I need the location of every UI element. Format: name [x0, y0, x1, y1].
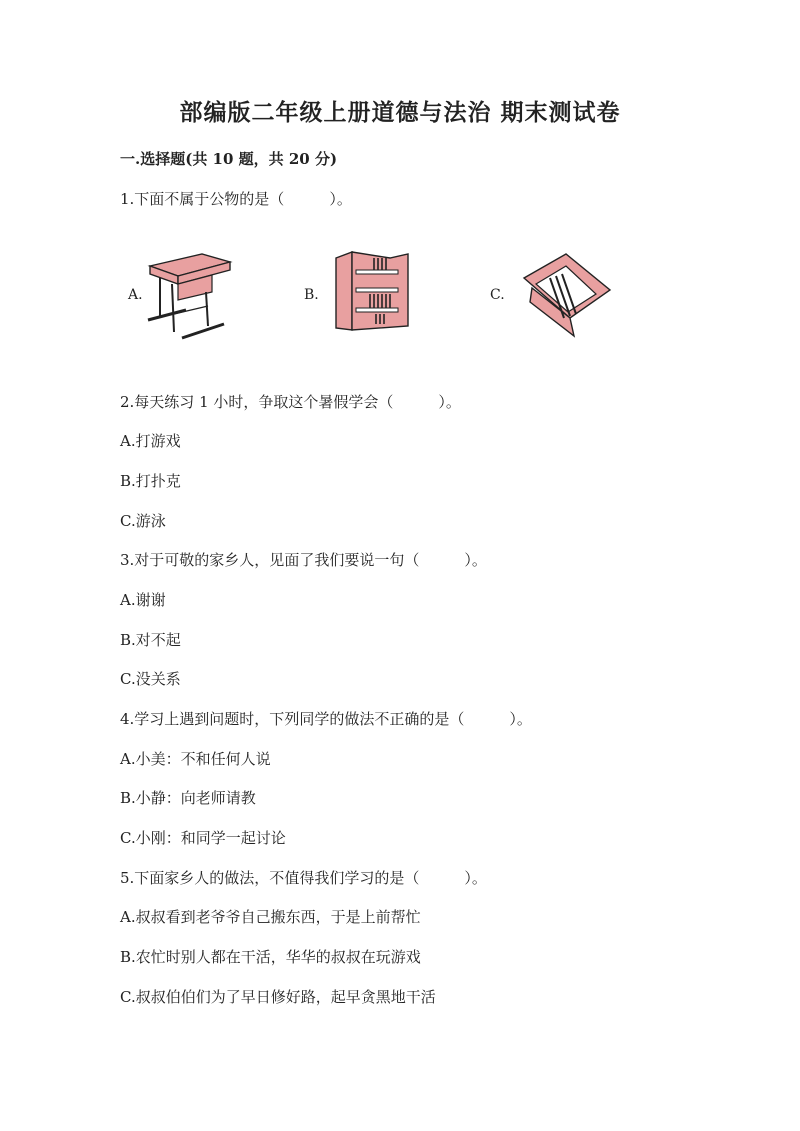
question-2-option-c: C.游泳 — [120, 512, 166, 530]
school-desk-icon — [142, 244, 234, 344]
option-b-label: B. — [304, 287, 319, 303]
question-4-option-a: A.小美：不和任何人说 — [120, 750, 271, 768]
question-5-option-c: C.叔叔伯伯们为了早日修好路，起早贪黑地干活 — [120, 988, 436, 1006]
section-heading: 一.选择题(共 10 题，共 20 分) — [120, 150, 338, 168]
option-a-label: A. — [128, 287, 143, 303]
question-3-option-b: B.对不起 — [120, 631, 181, 649]
question-5-option-b: B.农忙时别人都在干活，华华的叔叔在玩游戏 — [120, 948, 421, 966]
question-1: 1.下面不属于公物的是（ ）。 — [120, 190, 352, 208]
pencil-case-icon — [520, 248, 614, 342]
page-title: 部编版二年级上册道德与法治 期末测试卷 — [179, 99, 621, 126]
question-4-option-c: C.小刚：和同学一起讨论 — [120, 829, 286, 847]
option-c-label: C. — [490, 287, 505, 303]
question-2: 2.每天练习 1 小时，争取这个暑假学会（ ）。 — [120, 393, 461, 411]
question-2-option-a: A.打游戏 — [120, 432, 181, 450]
question-3-option-c: C.没关系 — [120, 670, 181, 688]
question-5: 5.下面家乡人的做法，不值得我们学习的是（ ）。 — [120, 869, 487, 887]
bookshelf-icon — [330, 248, 420, 334]
question-3: 3.对于可敬的家乡人，见面了我们要说一句（ ）。 — [120, 551, 487, 569]
question-4: 4.学习上遇到问题时，下列同学的做法不正确的是（ ）。 — [120, 710, 532, 728]
question-3-option-a: A.谢谢 — [120, 591, 166, 609]
question-5-option-a: A.叔叔看到老爷爷自己搬东西，于是上前帮忙 — [120, 908, 421, 926]
question-2-option-b: B.打扑克 — [120, 472, 181, 490]
question-4-option-b: B.小静：向老师请教 — [120, 789, 256, 807]
